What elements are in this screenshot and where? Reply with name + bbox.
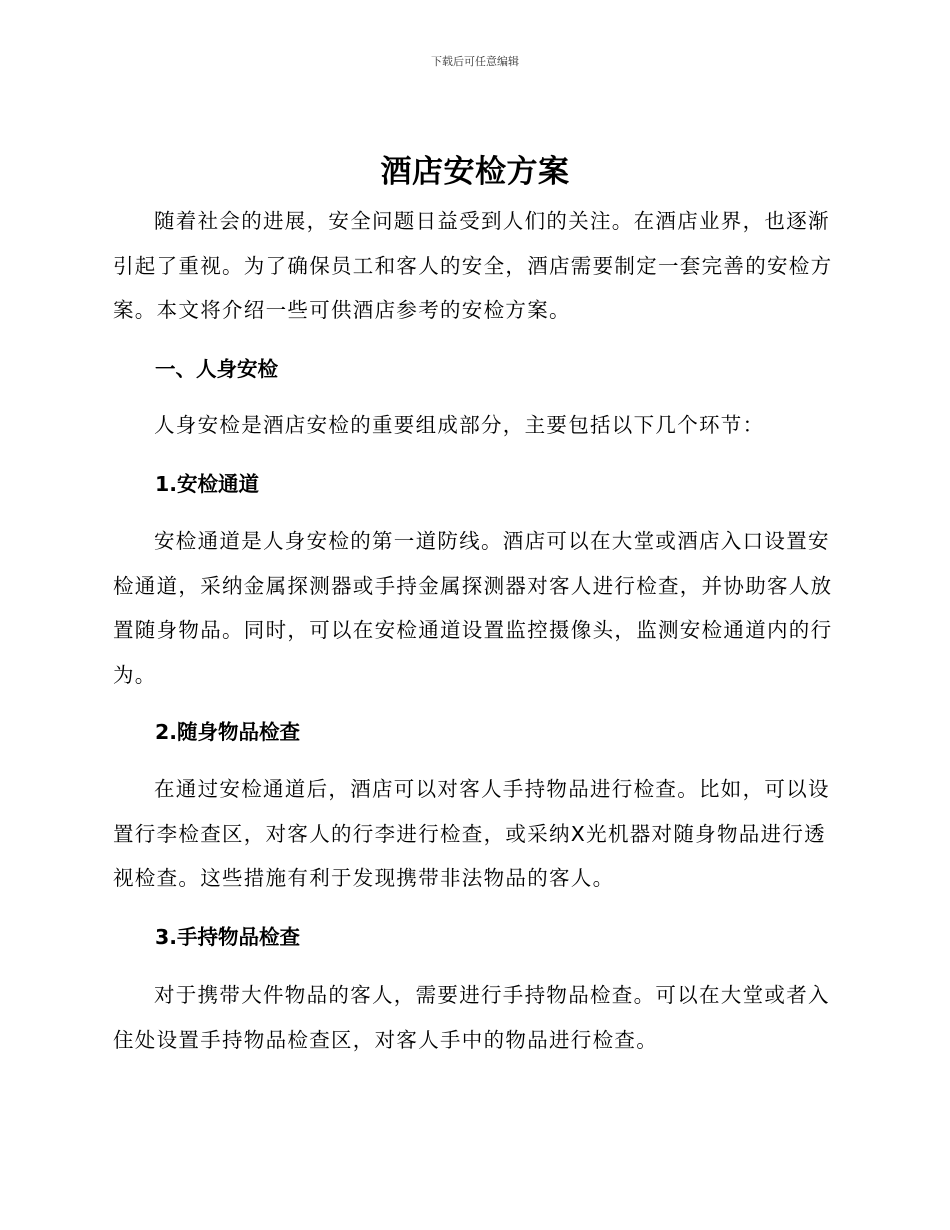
subsection-heading-handheld-check: 3.手持物品检查 xyxy=(155,925,301,949)
header-note: 下载后可任意编辑 xyxy=(431,55,519,68)
subsection-paragraph-handheld-check: 对于携带大件物品的客人，需要进行手持物品检查。可以在大堂或者入住处设置手持物品检查区，对客人手中的物品进行检查。 xyxy=(113,983,830,1052)
page-title: 酒店安检方案 xyxy=(380,154,570,190)
section-heading-personal-screening: 一、人身安检 xyxy=(155,357,278,381)
section-paragraph-personal-screening: 人身安检是酒店安检的重要组成部分，主要包括以下几个环节： xyxy=(154,413,765,437)
subsection-heading-belongings-check: 2.随身物品检查 xyxy=(155,720,301,744)
subsection-heading-security-channel: 1.安检通道 xyxy=(155,472,260,496)
intro-paragraph: 随着社会的进展，安全问题日益受到人们的关注。在酒店业界，也逐渐引起了重视。为了确保员工和客人的安全，酒店需要制定一套完善的安检方案。本文将介绍一些可供酒店参考的安检方案。 xyxy=(113,209,833,322)
subsection-paragraph-belongings-check: 在通过安检通道后，酒店可以对客人手持物品进行检查。比如，可以设置行李检查区，对客人的行李进行检查，或采纳X光机器对随身物品进行透视检查。这些措施有利于发现携带非法物品的客人。 xyxy=(113,777,830,890)
subsection-paragraph-security-channel: 安检通道是人身安检的第一道防线。酒店可以在大堂或酒店入口设置安检通道，采纳金属探测器或手持金属探测器对客人进行检查，并协助客人放置随身物品。同时，可以在安检通道设置监控摄像头，监测安检通道内的行为。 xyxy=(113,529,833,687)
